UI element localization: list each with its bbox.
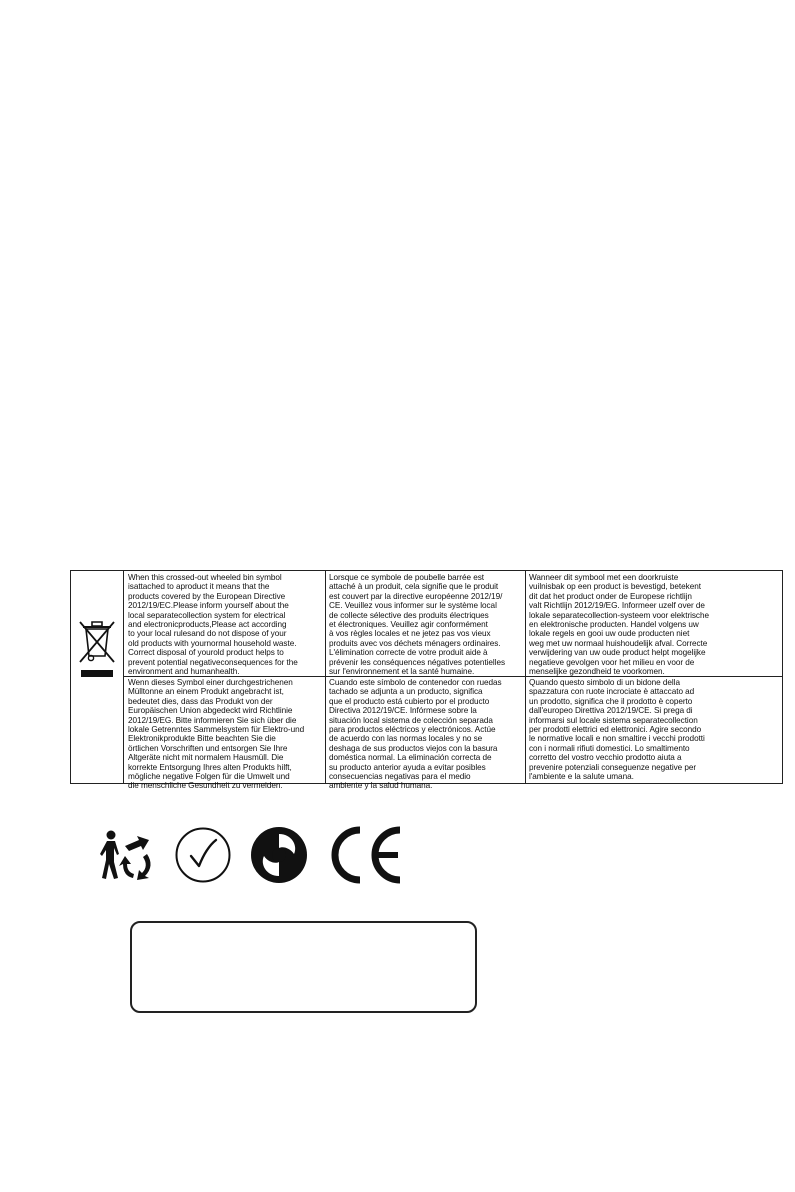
notice-text-it: Quando questo simbolo di un bidone della spazzatura con ruote incrociate è attaccato ad un prodotto, significa che il prodotto è coperto dall'europeo Direttiva 2012/19/CE. Si prega di informarsi sul locale sistema separatecollection per prodotti elettrici ed elettronici. Agire secondo le normative locali e non smaltire i vecchi prodotti con i normali rifiuti domestici. Lo smaltimento corretto del vostro vecchio prodotto aiuta a prevenire potenziali conseguenze negative per l'ambiente e la salute umana. bbox=[529, 678, 705, 782]
notice-text-en: When this crossed-out wheeled bin symbol isattached to aproduct it means that the products covered by the European Directive 2012/19/EC.Please inform yourself about the local separatecollection system for electrical and electronicproducts,Please act according to your local rulesand do not dispose of your old products with yournormal household waste. Correct disposal of yourold product helps to prevent potential negativeconsequences for the environment and humanhealth. bbox=[128, 573, 298, 677]
weee-notice-table bbox=[70, 570, 783, 791]
compliance-logos bbox=[97, 826, 407, 884]
notice-text-es: Cuando este símbolo de contenedor con ruedas tachado se adjunta a un producto, significa que el producto está cubierto por el producto Directiva 2012/19/CE. Infórmese sobre la situación local sistema de colección separada para productos eléctricos y electrónicos. Actúe de acuerdo con las normas locales y no se deshaga de sus productos viejos con la basura doméstica normal. La eliminación correcta de su producto anterior ayuda a evitar posibles consecuencias negativas para el medio ambiente y la salud humana. bbox=[329, 678, 502, 791]
weee-icon-cell bbox=[71, 571, 124, 783]
checkmark-circle-icon bbox=[174, 826, 232, 884]
notice-text-nl: Wanneer dit symbool met een doorkruiste vuilnisbak op een product is bevestigd, betekent dit dat het product onder de Europese richtlijn valt Richtlijn 2012/19/EG. Informeer uzelf over de lokale separatecollection-systeem voor elektrische en elektronische producten. Handel volgens uw lokale regels en gooi uw oude producten niet weg met uw normaal huishoudelijk afval. Correcte verwijdering van uw oude product helpt mogelijke negatieve gevolgen voor het milieu en voor de menselijke gezondheid te voorkomen. bbox=[529, 573, 709, 677]
notice-text-de: Wenn dieses Symbol einer durchgestrichenen Mülltonne an einem Produkt angebracht ist, bedeutet dies, dass das Produkt von der Europäischen Union abgedeckt wird Richtlinie 2012/19/EG. Bitte informieren Sie sich über die lokale Getrenntes Sammelsystem für Elektro-und Elektronikprodukte Bitte beachten Sie die örtlichen Vorschriften und entsorgen Sie Ihre Altgeräte nicht mit normalem Hausmüll. Die korrekte Entsorgung Ihres alten Produkts hilft, mögliche negative Folgen für die Umwelt und die menschliche Gesundheit zu vermeiden. bbox=[128, 678, 305, 791]
green-dot-icon bbox=[250, 826, 308, 884]
crossed-out-wheeled-bin-icon bbox=[77, 616, 117, 682]
notice-text-fr: Lorsque ce symbole de poubelle barrée est attaché à un produit, cela signifie que le produit est couvert par la directive européenne 2012/19/ CE. Veuillez vous informer sur le système local de collecte sélective des produits électriques et électroniques. Veuillez agir conformément à vos règles locales et ne jetez pas vos vieux produits avec vos déchets ménagers ordinaires. L'élimination correcte de votre produit aide à prévenir les conséquences négatives potentielles sur l'environnement et la santé humaine. bbox=[329, 573, 506, 677]
ce-mark-icon bbox=[328, 826, 406, 884]
tidyman-recycle-icon bbox=[97, 826, 159, 884]
blank-label-box bbox=[130, 921, 477, 1013]
